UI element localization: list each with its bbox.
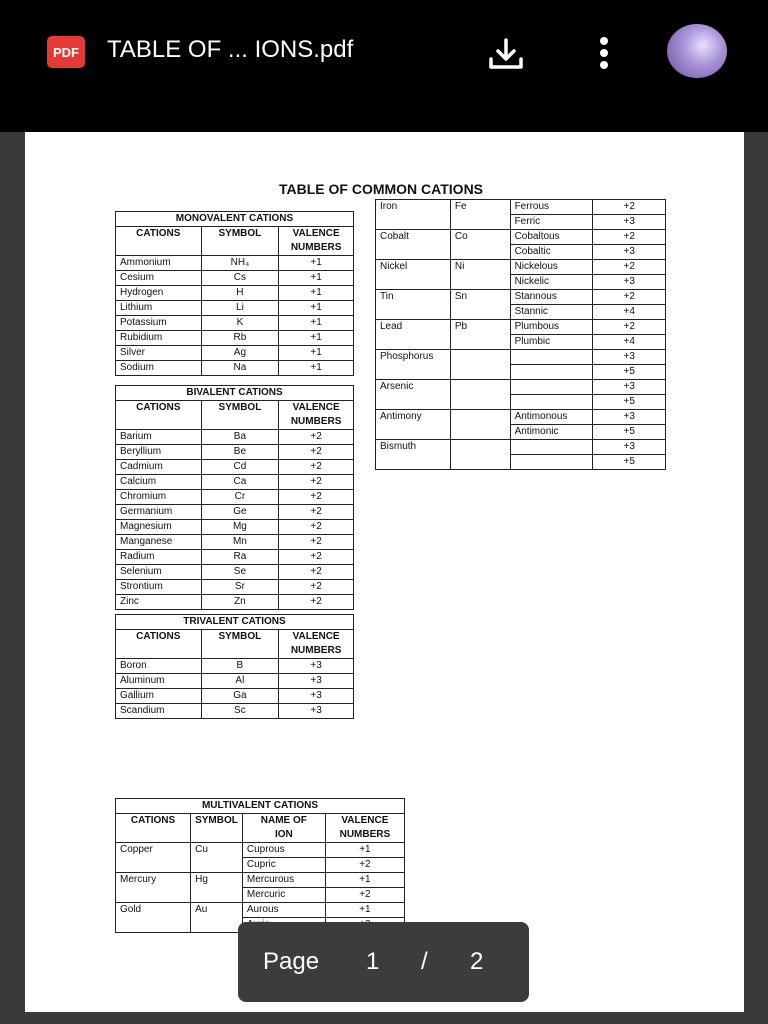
- cation-name: Zinc: [116, 595, 202, 610]
- cation-name: Cobalt: [376, 230, 451, 260]
- valence-number: +1: [279, 271, 354, 286]
- valence-number: +4: [593, 335, 666, 350]
- cation-name: Hydrogen: [116, 286, 202, 301]
- cation-name: Beryllium: [116, 445, 202, 460]
- valence-number: +1: [279, 316, 354, 331]
- valence-number: +1: [279, 331, 354, 346]
- ion-name: Stannous: [510, 290, 593, 305]
- ion-name: [510, 350, 593, 365]
- cation-symbol: Ag: [201, 346, 279, 361]
- ion-name: Ferrous: [510, 200, 593, 215]
- valence-number: +3: [279, 689, 354, 704]
- cation-symbol: NH₄: [201, 256, 279, 271]
- col-header-name-of-ion: NAME OF ION: [242, 814, 325, 843]
- valence-number: +3: [593, 275, 666, 290]
- table-row: [116, 460, 354, 475]
- valence-number: +3: [593, 440, 666, 455]
- cation-name: Tin: [376, 290, 451, 320]
- ion-name: [510, 365, 593, 380]
- table-caption: TRIVALENT CATIONS: [116, 615, 354, 630]
- cation-name: Iron: [376, 200, 451, 230]
- valence-number: +2: [279, 460, 354, 475]
- cation-symbol: Cd: [201, 460, 279, 475]
- valence-number: +3: [279, 659, 354, 674]
- cation-name: Chromium: [116, 490, 202, 505]
- bivalent-table: [115, 385, 354, 610]
- pdf-file-icon: PDF: [47, 36, 85, 68]
- valence-number: +3: [593, 350, 666, 365]
- table-row: [116, 565, 354, 580]
- total-pages: 2: [470, 948, 484, 975]
- page-label: Page: [263, 948, 320, 975]
- table-caption: BIVALENT CATIONS: [116, 386, 354, 401]
- col-header-symbol: SYMBOL: [201, 630, 279, 659]
- cation-symbol: H: [201, 286, 279, 301]
- table-row: [116, 580, 354, 595]
- cation-name: Silver: [116, 346, 202, 361]
- cation-symbol: Ge: [201, 505, 279, 520]
- valence-number: +4: [593, 305, 666, 320]
- cation-symbol: Li: [201, 301, 279, 316]
- multivalent-table: [115, 798, 405, 933]
- table-row: [116, 659, 354, 674]
- table-row: [376, 290, 666, 305]
- cation-name: Rubidium: [116, 331, 202, 346]
- cation-symbol: Pb: [450, 320, 510, 350]
- table-row: [116, 361, 354, 376]
- valence-number: +1: [325, 873, 404, 888]
- table-row: [116, 689, 354, 704]
- cation-name: Cesium: [116, 271, 202, 286]
- ion-name: Antimonic: [510, 425, 593, 440]
- valence-number: +3: [279, 674, 354, 689]
- cation-name: Calcium: [116, 475, 202, 490]
- ion-name: Cupric: [242, 858, 325, 873]
- table-caption: MULTIVALENT CATIONS: [116, 799, 405, 814]
- cation-name: Scandium: [116, 704, 202, 719]
- pdf-viewer[interactable]: [0, 132, 768, 1024]
- cation-name: Phosphorus: [376, 350, 451, 380]
- valence-number: +2: [325, 888, 404, 903]
- valence-number: +2: [279, 550, 354, 565]
- app-bar: [0, 0, 768, 132]
- valence-number: +3: [593, 380, 666, 395]
- cation-symbol: Ba: [201, 430, 279, 445]
- cation-name: Ammonium: [116, 256, 202, 271]
- download-icon[interactable]: [486, 36, 526, 72]
- cation-name: Gold: [116, 903, 191, 933]
- valence-number: +2: [593, 320, 666, 335]
- cation-name: Gallium: [116, 689, 202, 704]
- cation-symbol: Au: [191, 903, 243, 933]
- cation-symbol: Ra: [201, 550, 279, 565]
- cation-symbol: Ca: [201, 475, 279, 490]
- ion-name: Antimonous: [510, 410, 593, 425]
- table-row: [116, 445, 354, 460]
- cation-name: Lead: [376, 320, 451, 350]
- table-row: [116, 301, 354, 316]
- table-row: [376, 200, 666, 215]
- document-title: TABLE OF ... IONS.pdf: [107, 36, 354, 63]
- ion-name: Plumbous: [510, 320, 593, 335]
- more-options-icon[interactable]: [590, 36, 618, 70]
- cation-symbol: [450, 380, 510, 410]
- valence-number: +2: [279, 535, 354, 550]
- cation-symbol: Sn: [450, 290, 510, 320]
- cation-symbol: [450, 440, 510, 470]
- valence-number: +3: [593, 410, 666, 425]
- table-row: [116, 271, 354, 286]
- ion-name: Plumbic: [510, 335, 593, 350]
- valence-number: +1: [325, 903, 404, 918]
- cation-symbol: Al: [201, 674, 279, 689]
- valence-number: +2: [279, 580, 354, 595]
- ion-name: [510, 455, 593, 470]
- cation-symbol: Ni: [450, 260, 510, 290]
- table-row: [116, 704, 354, 719]
- table-row: [376, 230, 666, 245]
- valence-number: +2: [593, 230, 666, 245]
- valence-number: +2: [279, 565, 354, 580]
- pdf-page: [25, 132, 744, 1012]
- page-heading: TABLE OF COMMON CATIONS: [279, 181, 484, 197]
- ion-name: Cobaltic: [510, 245, 593, 260]
- cation-name: Arsenic: [376, 380, 451, 410]
- cation-name: Nickel: [376, 260, 451, 290]
- table-row: [116, 520, 354, 535]
- valence-number: +2: [279, 430, 354, 445]
- col-header-valence: VALENCE NUMBERS: [325, 814, 404, 843]
- table-row: [116, 873, 405, 888]
- ion-name: [510, 395, 593, 410]
- page-separator: /: [421, 948, 428, 975]
- cation-symbol: B: [201, 659, 279, 674]
- valence-number: +2: [279, 505, 354, 520]
- table-row: [116, 475, 354, 490]
- cation-symbol: Mn: [201, 535, 279, 550]
- cation-symbol: Hg: [191, 873, 243, 903]
- cation-symbol: Be: [201, 445, 279, 460]
- col-header-symbol: SYMBOL: [201, 227, 279, 256]
- trivalent-table: [115, 614, 354, 719]
- cation-symbol: Mg: [201, 520, 279, 535]
- ion-name: Nickelic: [510, 275, 593, 290]
- table-row: [116, 256, 354, 271]
- table-row: [116, 903, 405, 918]
- table-row: [116, 674, 354, 689]
- cation-name: Bismuth: [376, 440, 451, 470]
- ion-name: Ferric: [510, 215, 593, 230]
- cation-symbol: Cr: [201, 490, 279, 505]
- table-row: [376, 380, 666, 395]
- col-header-cations: CATIONS: [116, 630, 202, 659]
- col-header-valence: VALENCE NUMBERS: [279, 630, 354, 659]
- ion-name: [510, 380, 593, 395]
- cation-symbol: [450, 410, 510, 440]
- valence-number: +1: [279, 301, 354, 316]
- current-page: 1: [366, 948, 380, 975]
- cation-symbol: K: [201, 316, 279, 331]
- table-row: [116, 490, 354, 505]
- valence-number: +1: [279, 346, 354, 361]
- table-row: [116, 316, 354, 331]
- valence-number: +3: [593, 245, 666, 260]
- cation-symbol: Zn: [201, 595, 279, 610]
- col-header-valence: VALENCE NUMBERS: [279, 401, 354, 430]
- table-row: [116, 286, 354, 301]
- cation-name: Sodium: [116, 361, 202, 376]
- valence-number: +2: [279, 595, 354, 610]
- cation-name: Magnesium: [116, 520, 202, 535]
- valence-number: +2: [279, 445, 354, 460]
- valence-number: +2: [593, 290, 666, 305]
- table-row: [116, 346, 354, 361]
- cation-name: Boron: [116, 659, 202, 674]
- ion-name: Stannic: [510, 305, 593, 320]
- cation-name: Potassium: [116, 316, 202, 331]
- valence-number: +5: [593, 425, 666, 440]
- valence-number: +1: [279, 361, 354, 376]
- valence-number: +5: [593, 395, 666, 410]
- valence-number: +2: [279, 475, 354, 490]
- col-header-cations: CATIONS: [116, 227, 202, 256]
- valence-number: +3: [279, 704, 354, 719]
- ion-name: Mercurous: [242, 873, 325, 888]
- cation-symbol: Cs: [201, 271, 279, 286]
- ion-name: Aurous: [242, 903, 325, 918]
- cation-symbol: Rb: [201, 331, 279, 346]
- cation-name: Selenium: [116, 565, 202, 580]
- table-row: [376, 440, 666, 455]
- ion-name: Nickelous: [510, 260, 593, 275]
- cation-symbol: Cu: [191, 843, 243, 873]
- cation-symbol: Sr: [201, 580, 279, 595]
- ion-name: Cobaltous: [510, 230, 593, 245]
- valence-number: +2: [279, 490, 354, 505]
- page-indicator: [238, 922, 529, 1002]
- ion-name: Cuprous: [242, 843, 325, 858]
- cation-name: Copper: [116, 843, 191, 873]
- col-header-cations: CATIONS: [116, 401, 202, 430]
- table-row: [376, 350, 666, 365]
- cation-name: Antimony: [376, 410, 451, 440]
- table-row: [116, 550, 354, 565]
- table-row: [376, 320, 666, 335]
- table-row: [116, 430, 354, 445]
- valence-number: +2: [325, 858, 404, 873]
- cation-name: Barium: [116, 430, 202, 445]
- table-row: [376, 410, 666, 425]
- valence-number: +3: [593, 215, 666, 230]
- col-header-symbol: SYMBOL: [191, 814, 243, 843]
- cation-name: Germanium: [116, 505, 202, 520]
- col-header-valence: VALENCE NUMBERS: [279, 227, 354, 256]
- table-row: [116, 505, 354, 520]
- valence-number: +1: [279, 286, 354, 301]
- table-row: [116, 535, 354, 550]
- cation-name: Radium: [116, 550, 202, 565]
- col-header-symbol: SYMBOL: [201, 401, 279, 430]
- cation-symbol: [450, 350, 510, 380]
- valence-number: +2: [593, 260, 666, 275]
- table-caption: MONOVALENT CATIONS: [116, 212, 354, 227]
- valence-number: +2: [279, 520, 354, 535]
- table-row: [116, 331, 354, 346]
- cation-symbol: Fe: [450, 200, 510, 230]
- cation-name: Lithium: [116, 301, 202, 316]
- valence-number: +2: [593, 200, 666, 215]
- cation-name: Cadmium: [116, 460, 202, 475]
- table-row: [116, 595, 354, 610]
- cation-symbol: Se: [201, 565, 279, 580]
- ion-name: Mercuric: [242, 888, 325, 903]
- cation-symbol: Ga: [201, 689, 279, 704]
- cation-symbol: Sc: [201, 704, 279, 719]
- cation-name: Manganese: [116, 535, 202, 550]
- table-row: [376, 260, 666, 275]
- user-avatar[interactable]: [667, 24, 727, 78]
- table-row: [116, 843, 405, 858]
- valence-number: +5: [593, 455, 666, 470]
- cation-symbol: Co: [450, 230, 510, 260]
- multivalent-continued-table: [375, 199, 666, 470]
- cation-symbol: Na: [201, 361, 279, 376]
- cation-name: Strontium: [116, 580, 202, 595]
- valence-number: +1: [325, 843, 404, 858]
- valence-number: +1: [279, 256, 354, 271]
- cation-name: Aluminum: [116, 674, 202, 689]
- valence-number: +5: [593, 365, 666, 380]
- ion-name: [510, 440, 593, 455]
- col-header-cations: CATIONS: [116, 814, 191, 843]
- monovalent-table: [115, 211, 354, 376]
- cation-name: Mercury: [116, 873, 191, 903]
